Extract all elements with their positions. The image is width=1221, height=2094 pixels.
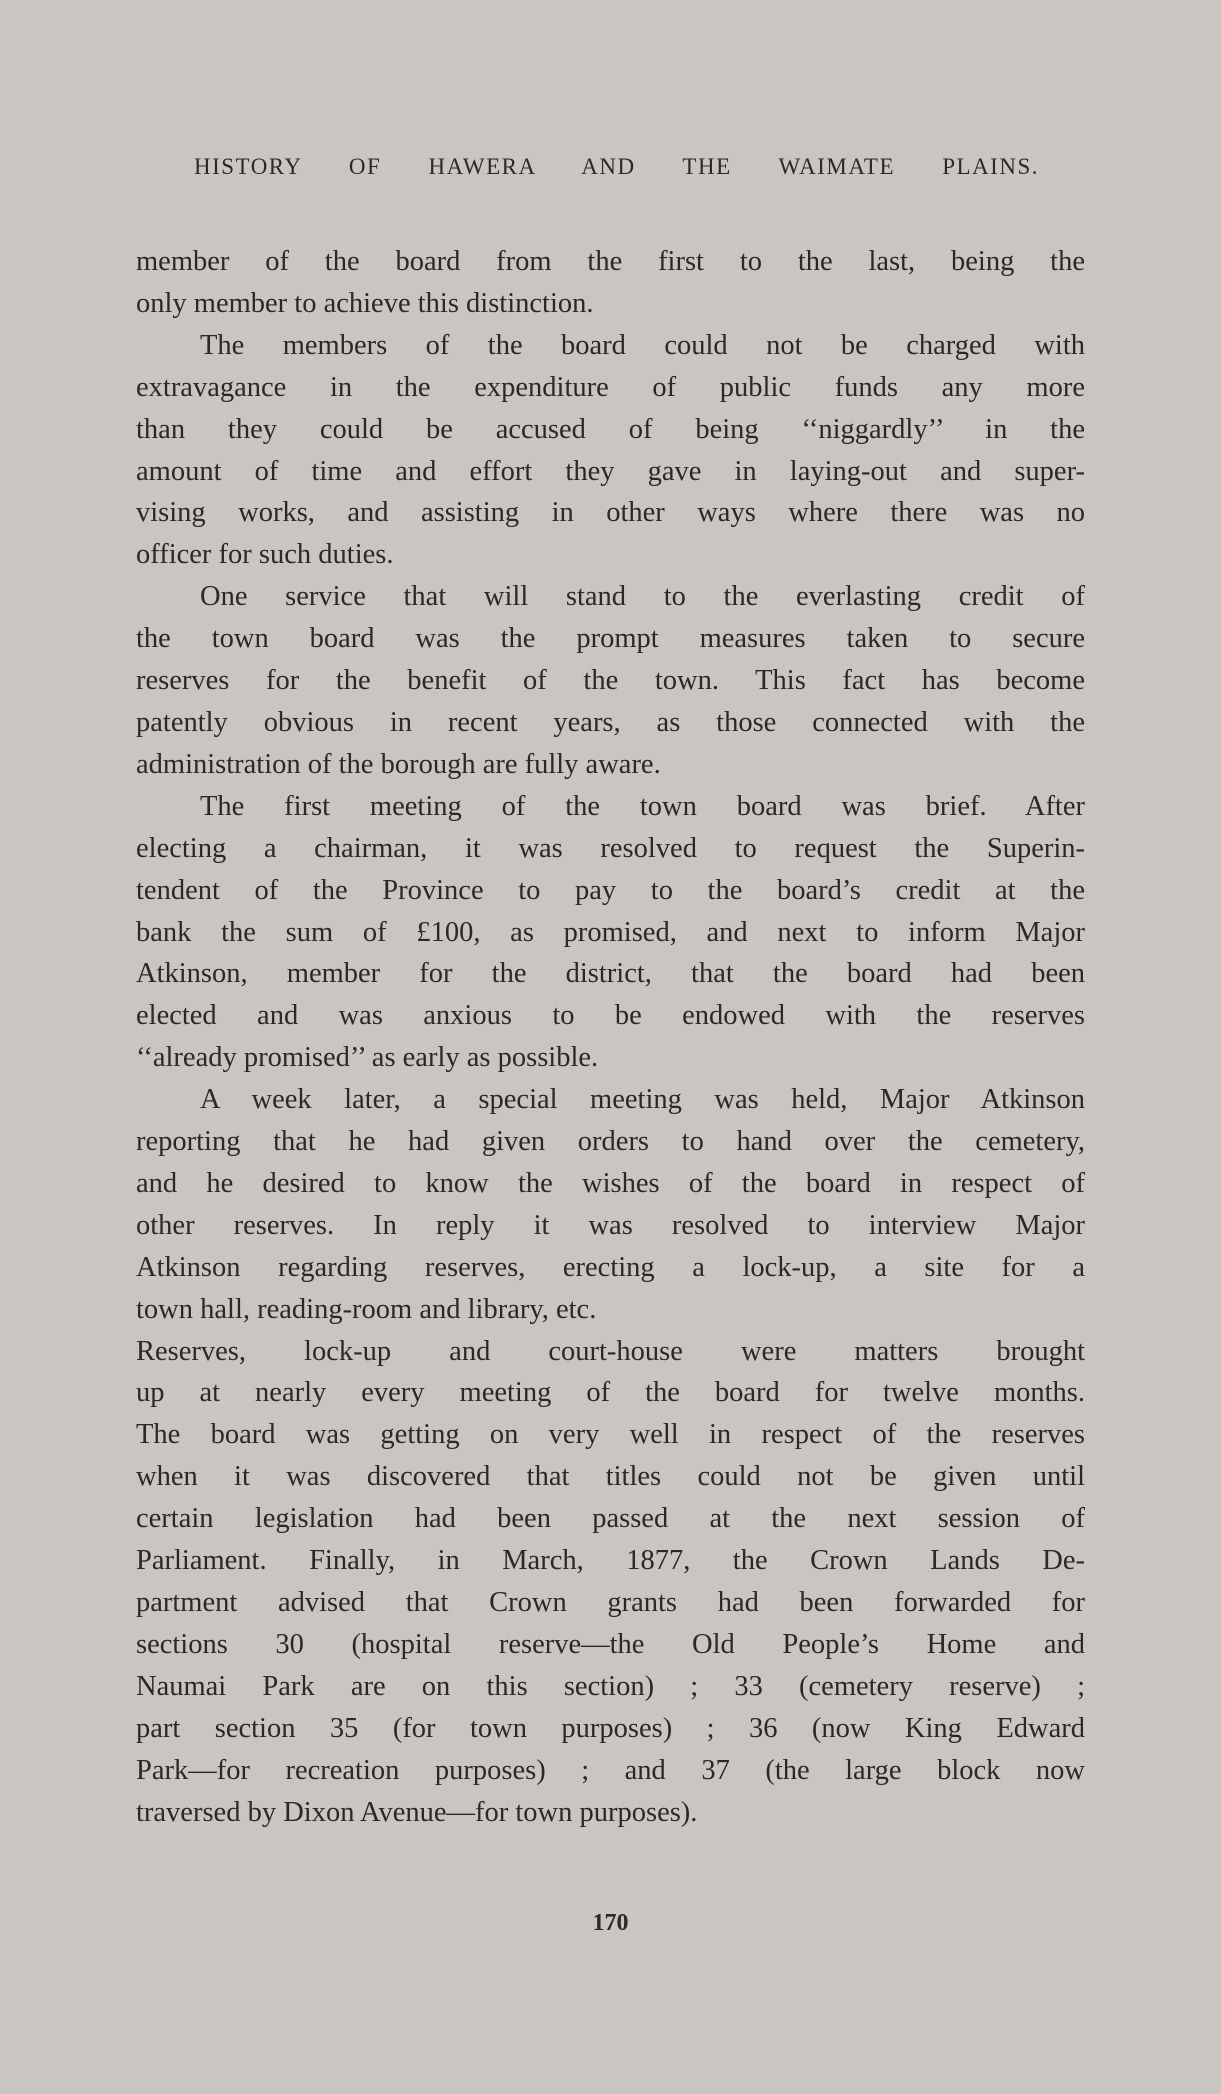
text-line: sections 30 (hospital reserve—the Old People’s Home and: [136, 1628, 1085, 1660]
text-line: Atkinson, member for the district, that the board had been: [136, 958, 1085, 990]
running-header: HISTORY OF HAWERA AND THE WAIMATE PLAINS.: [194, 154, 1039, 179]
text-line: other reserves. In reply it was resolved to interview Major: [136, 1209, 1085, 1241]
text-line: officer for such duties.: [136, 539, 394, 571]
text-line: part section 35 (for town purposes) ; 36 (now King Edward: [136, 1712, 1085, 1744]
paragraph: [136, 576, 1085, 786]
body-text: [136, 241, 1085, 1833]
text-line: extravagance in the expenditure of public funds any more: [136, 371, 1085, 403]
text-line: electing a chairman, it was resolved to request the Superin-: [136, 832, 1085, 864]
text-line: when it was discovered that titles could not be given until: [136, 1461, 1085, 1493]
text-line: than they could be accused of being ‘‘niggardly’’ in the: [136, 413, 1085, 445]
text-line: Park—for recreation purposes) ; and 37 (the large block now: [136, 1754, 1085, 1786]
paragraph: [136, 786, 1085, 1079]
text-line: up at nearly every meeting of the board for twelve months.: [136, 1377, 1085, 1409]
page-number: 170: [592, 1910, 629, 1936]
text-line: amount of time and effort they gave in laying-out and super-: [136, 455, 1085, 487]
paragraph: [136, 241, 1085, 325]
text-line: only member to achieve this distinction.: [136, 287, 594, 319]
text-line: Atkinson regarding reserves, erecting a lock-up, a site for a: [136, 1251, 1085, 1283]
text-line: ‘‘already promised’’ as early as possible.: [136, 1042, 599, 1074]
text-line: Reserves, lock-up and court-house were matters brought: [136, 1335, 1085, 1367]
text-line: traversed by Dixon Avenue—for town purposes).: [136, 1796, 698, 1828]
text-line: member of the board from the first to the last, being the: [136, 246, 1085, 277]
text-line: vising works, and assisting in other ways where there was no: [136, 497, 1085, 529]
text-line: Parliament. Finally, in March, 1877, the Crown Lands De-: [136, 1545, 1085, 1577]
text-line: The members of the board could not be charged with: [200, 329, 1085, 361]
text-line: The first meeting of the town board was brief. After: [200, 790, 1085, 822]
text-line: A week later, a special meeting was held, Major Atkinson: [200, 1084, 1085, 1116]
text-line: administration of the borough are fully aware.: [136, 748, 661, 780]
text-line: reserves for the benefit of the town. This fact has become: [136, 665, 1085, 697]
text-line: tendent of the Province to pay to the board’s credit at the: [136, 874, 1085, 906]
text-line: partment advised that Crown grants had been forwarded for: [136, 1587, 1085, 1618]
text-line: reporting that he had given orders to hand over the cemetery,: [136, 1126, 1085, 1158]
paragraph: [136, 325, 1085, 576]
paragraph: [136, 1079, 1085, 1330]
text-line: elected and was anxious to be endowed with the reserves: [136, 1000, 1085, 1032]
text-line: One service that will stand to the everlasting credit of: [200, 581, 1085, 613]
text-line: Naumai Park are on this section) ; 33 (cemetery reserve) ;: [136, 1670, 1085, 1702]
text-line: and he desired to know the wishes of the board in respect of: [136, 1167, 1085, 1199]
text-line: The board was getting on very well in respect of the reserves: [136, 1419, 1085, 1451]
text-line: patently obvious in recent years, as those connected with the: [136, 706, 1085, 738]
paragraph: [136, 1331, 1085, 1834]
text-line: bank the sum of £100, as promised, and next to inform Major: [136, 916, 1085, 948]
text-line: town hall, reading-room and library, etc.: [136, 1293, 597, 1325]
text-line: the town board was the prompt measures taken to secure: [136, 623, 1085, 655]
text-line: certain legislation had been passed at the next session of: [136, 1503, 1085, 1535]
